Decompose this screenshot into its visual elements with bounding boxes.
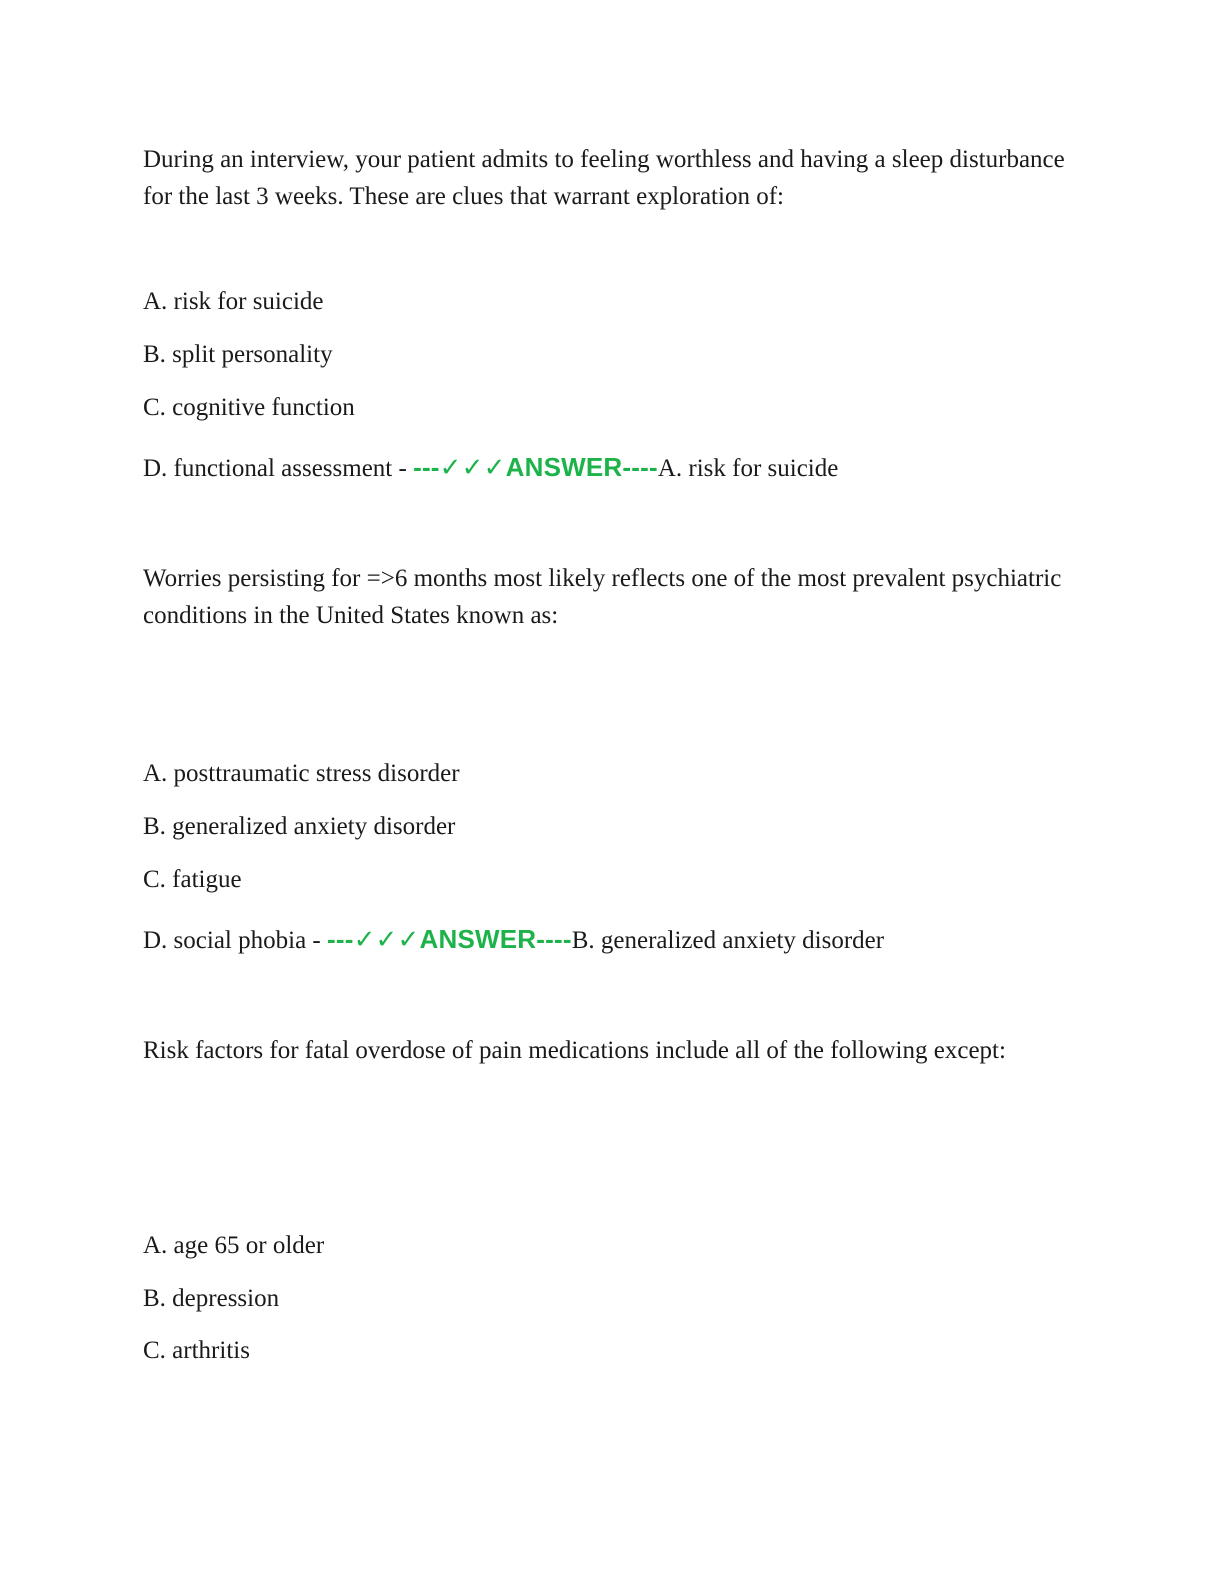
question-2-option-b: B. generalized anxiety disorder xyxy=(143,813,456,840)
check-icon: ✓✓✓ xyxy=(439,453,506,483)
question-3-option-a: A. age 65 or older xyxy=(143,1232,325,1259)
question-2-answer-text: B. generalized anxiety disorder xyxy=(571,927,885,954)
question-2-option-d: D. social phobia - xyxy=(143,927,327,954)
question-3-text: Risk factors for fatal overdose of pain medications include all of the following except: xyxy=(143,1037,1006,1064)
question-1-option-d: D. functional assessment - xyxy=(143,455,414,482)
question-2-text: Worries persisting for =>6 months most likely reflects one of the most prevalent psychiatric conditions in the United States known as: xyxy=(143,565,1062,629)
question-3-option-b: B. depression xyxy=(143,1285,280,1312)
question-1-answer-text: A. risk for suicide xyxy=(657,455,839,482)
question-1-answer-prefix: --- xyxy=(413,452,440,482)
question-2-option-d-line xyxy=(143,921,884,959)
question-1-answer-label: ANSWER---- xyxy=(505,452,658,482)
question-1-option-c: C. cognitive function xyxy=(143,394,355,421)
question-2-option-a: A. posttraumatic stress disorder xyxy=(143,760,460,787)
question-2-answer-prefix: --- xyxy=(326,924,354,954)
question-1-option-d-line xyxy=(143,449,838,487)
question-2-option-c: C. fatigue xyxy=(143,866,242,893)
question-1-option-b: B. split personality xyxy=(143,341,333,368)
question-1-text: During an interview, your patient admits to feeling worthless and having a sleep disturbance for the last 3 weeks. These are clues that warrant exploration of: xyxy=(143,146,1065,210)
question-2-answer-label: ANSWER---- xyxy=(419,924,572,954)
check-icon: ✓✓✓ xyxy=(353,925,420,955)
question-1-option-a: A. risk for suicide xyxy=(143,288,324,315)
question-3-option-c: C. arthritis xyxy=(143,1337,250,1364)
